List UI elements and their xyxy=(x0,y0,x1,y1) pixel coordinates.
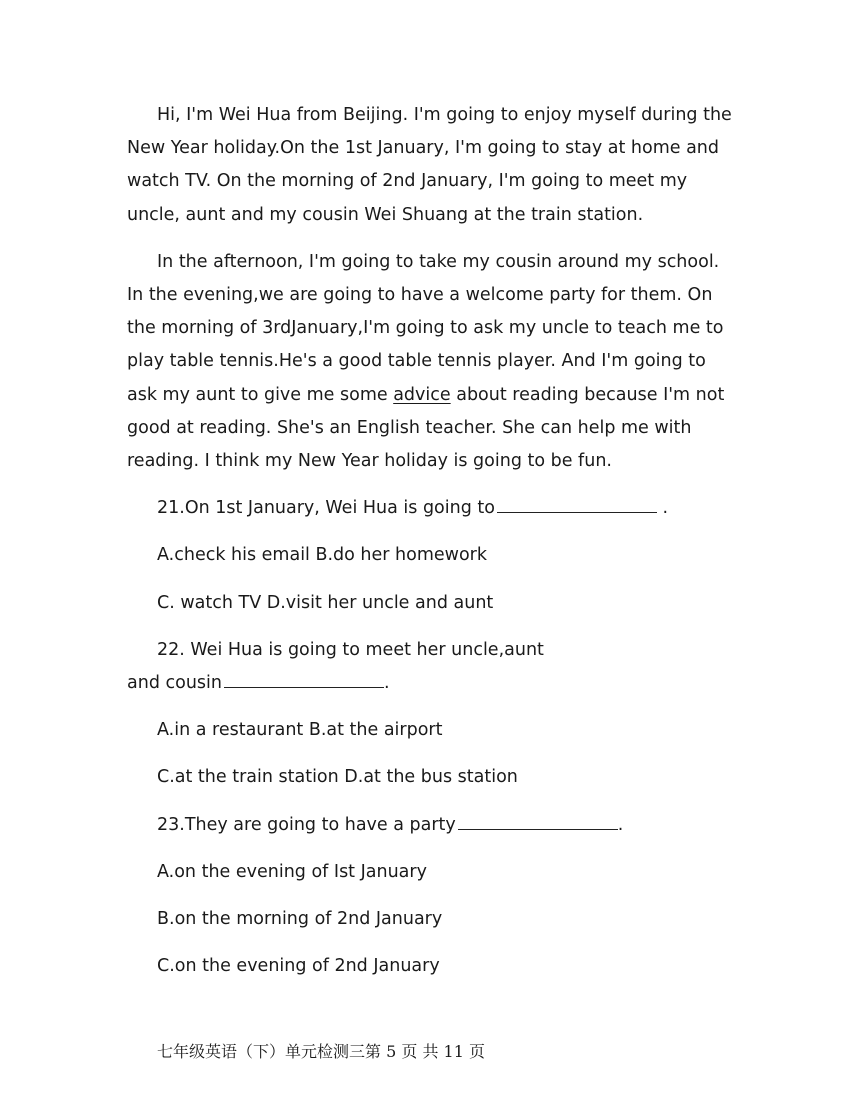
question-23-option-b: B.on the morning of 2nd January xyxy=(157,909,443,930)
question-23-end: . xyxy=(617,814,624,835)
question-23-stem xyxy=(127,809,737,842)
question-22-end: . xyxy=(383,673,390,694)
question-22-option-row-2: C.at the train station D.at the bus station xyxy=(157,767,518,788)
paragraph-2-text-after: about reading because I'm not good at reading. She's an English teacher. She can help me with reading. I think my New Year holiday is going to be fun. xyxy=(127,384,725,472)
page-footer: 七年级英语（下）单元检测三第 5 页 共 11 页 xyxy=(157,1042,485,1061)
question-21-stem xyxy=(127,492,737,525)
question-22-blank xyxy=(224,667,384,688)
question-21-end: . xyxy=(656,498,669,519)
question-21-option-row-1: A.check his email B.do her homework xyxy=(157,545,488,566)
question-23-text: 23.They are going to have a party xyxy=(157,814,456,835)
question-23-option-c: C.on the evening of 2nd January xyxy=(157,956,440,977)
passage-paragraph-1: Hi, I'm Wei Hua from Beijing. I'm going to enjoy myself during the New Year holiday.On the 1st January, I'm going to stay at home and watch TV. On the morning of 2nd January, I'm going to meet my uncle, aunt and my cousin Wei Shuang at the train station. xyxy=(127,105,732,225)
underlined-word-advice: advice xyxy=(393,384,451,405)
passage-paragraph-2 xyxy=(127,246,737,478)
question-23-blank xyxy=(458,809,618,830)
question-21-option-row-2: C. watch TV D.visit her uncle and aunt xyxy=(157,592,494,613)
question-23-option-a: A.on the evening of Ist January xyxy=(157,861,427,882)
question-21-text: 21.On 1st January, Wei Hua is going to xyxy=(157,498,495,519)
question-21-blank xyxy=(497,492,657,513)
question-22-option-row-1: A.in a restaurant B.at the airport xyxy=(157,720,443,741)
question-22-stem xyxy=(127,634,557,700)
paragraph-2-text-before: In the afternoon, I'm going to take my cousin around my school. In the evening,we are going to have a welcome party for them. On the morning of 3rdJanuary,I'm going to ask my uncle to teach me to play table tennis.He's a good table tennis player. And I'm going to ask my aunt to give me some xyxy=(127,251,724,405)
question-22-text: 22. Wei Hua is going to meet her uncle,aunt and cousin xyxy=(127,639,544,694)
reading-content xyxy=(127,99,737,997)
